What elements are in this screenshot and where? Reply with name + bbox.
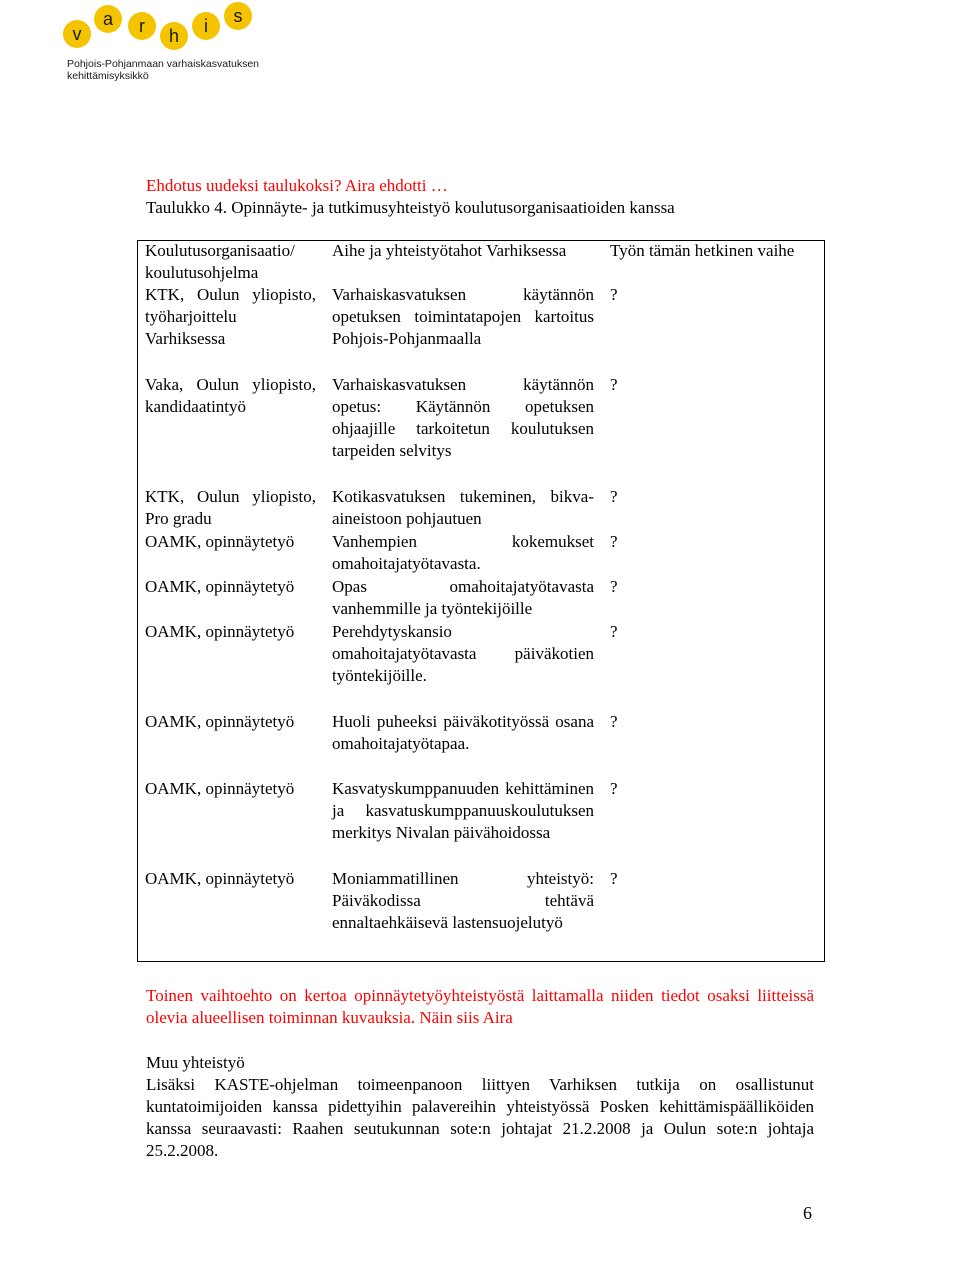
logo-letter-r: r (139, 16, 145, 36)
logo-letter-a: a (102, 9, 114, 29)
row-topic: Varhaiskasvatuksen käytännön opetus: Käytännön opetuksen ohjaajille tarkoitetun koulutuksen tarpeiden selvitys (332, 375, 594, 460)
row-phase: ? (610, 622, 618, 641)
logo-circles (62, 0, 282, 60)
logo-subtitle-line1: Pohjois-Pohjanmaan varhaiskasvatuksen (67, 58, 260, 70)
row-org: OAMK, opinnäytetyö (145, 712, 295, 731)
table-row (137, 621, 825, 711)
row-topic: Perehdytyskansio omahoitajatyötavasta päiväkotien työntekijöille. (332, 622, 594, 685)
row-org: OAMK, opinnäytetyö (145, 622, 295, 641)
other-cooperation (146, 1052, 814, 1162)
row-topic: Huoli puheeksi päiväkotityössä osana omahoitajatyötapaa. (332, 712, 594, 753)
logo-subtitle (67, 58, 259, 82)
table-row (137, 486, 825, 531)
table-header-row (137, 240, 825, 284)
logo-letter-i: i (204, 16, 208, 36)
table-row (137, 711, 825, 778)
row-phase: ? (610, 779, 618, 798)
row-org: OAMK, opinnäytetyö (145, 577, 295, 596)
table-caption: Taulukko 4. Opinnäyte- ja tutkimusyhteistyö koulutusorganisaatioiden kanssa (146, 198, 675, 217)
row-phase: ? (610, 375, 618, 394)
row-topic: Opas omahoitajatyötavasta vanhemmille ja työntekijöille (332, 577, 594, 618)
row-phase: ? (610, 285, 618, 304)
logo-letter-h: h (168, 26, 180, 46)
row-org: OAMK, opinnäytetyö (145, 779, 295, 798)
row-topic: Vanhempien kokemukset omahoitajatyötavasta. (332, 532, 594, 573)
table-row (137, 576, 825, 621)
header-phase: Työn tämän hetkinen vaihe (610, 241, 795, 260)
table-row (137, 778, 825, 868)
row-org: KTK, Oulun yliopisto, työharjoittelu Varhiksessa (145, 285, 316, 348)
page-number: 6 (803, 1203, 812, 1223)
intro (146, 175, 826, 219)
row-phase: ? (610, 532, 618, 551)
row-phase: ? (610, 869, 618, 888)
logo-subtitle-line2: kehittämisyksikkö (67, 70, 149, 82)
other-cooperation-heading: Muu yhteistyö (146, 1053, 245, 1072)
row-org: KTK, Oulun yliopisto, Pro gradu (145, 487, 316, 528)
row-org: Vaka, Oulun yliopisto, kandidaatintyö (145, 375, 316, 416)
table-row (137, 374, 825, 486)
logo-letter-s: s (233, 6, 243, 26)
logo-letter-v: v (72, 24, 82, 44)
table-row (137, 284, 825, 374)
row-phase: ? (610, 487, 618, 506)
row-org: OAMK, opinnäytetyö (145, 532, 295, 551)
header-topic: Aihe ja yhteistyötahot Varhiksessa (332, 241, 567, 260)
row-phase: ? (610, 712, 618, 731)
cooperation-table (137, 240, 825, 958)
row-org: OAMK, opinnäytetyö (145, 869, 295, 888)
row-phase: ? (610, 577, 618, 596)
varhis-logo (62, 0, 282, 90)
row-topic: Kotikasvatuksen tukeminen, bikva-aineistoon pohjautuen (332, 487, 594, 528)
row-topic: Varhaiskasvatuksen käytännön opetuksen toimintatapojen kartoitus Pohjois-Pohjanmaalla (332, 285, 594, 348)
other-cooperation-text: Lisäksi KASTE-ohjelman toimeenpanoon liittyen Varhiksen tutkija on osallistunut kuntatoimijoiden kanssa pidettyihin palavereihin yhteistyössä Posken kehittämispäälliköiden kanssa seuraavasti: Raahen seutukunnan sote:n johtajat 21.2.2008 ja Oulun sote:n johtaja 25.2.2008. (146, 1075, 814, 1160)
table-row (137, 868, 825, 958)
alternative-note: Toinen vaihtoehto on kertoa opinnäytetyöyhteistyöstä laittamalla niiden tiedot osaksi liitteissä olevia alueellisen toiminnan kuvauksia. Näin siis Aira (146, 986, 814, 1027)
editor-note: Ehdotus uudeksi taulukoksi? Aira ehdotti … (146, 176, 448, 195)
header-org: Koulutusorganisaatio/ koulutusohjelma (145, 241, 295, 282)
row-topic: Kasvatyskumppanuuden kehittäminen ja kasvatuskumppanuuskoulutuksen merkitys Nivalan päivähoidossa (332, 779, 594, 842)
table-row (137, 531, 825, 576)
row-topic: Moniammatillinen yhteistyö: Päiväkodissa tehtävä ennaltaehkäisevä lastensuojelutyö (332, 869, 594, 932)
